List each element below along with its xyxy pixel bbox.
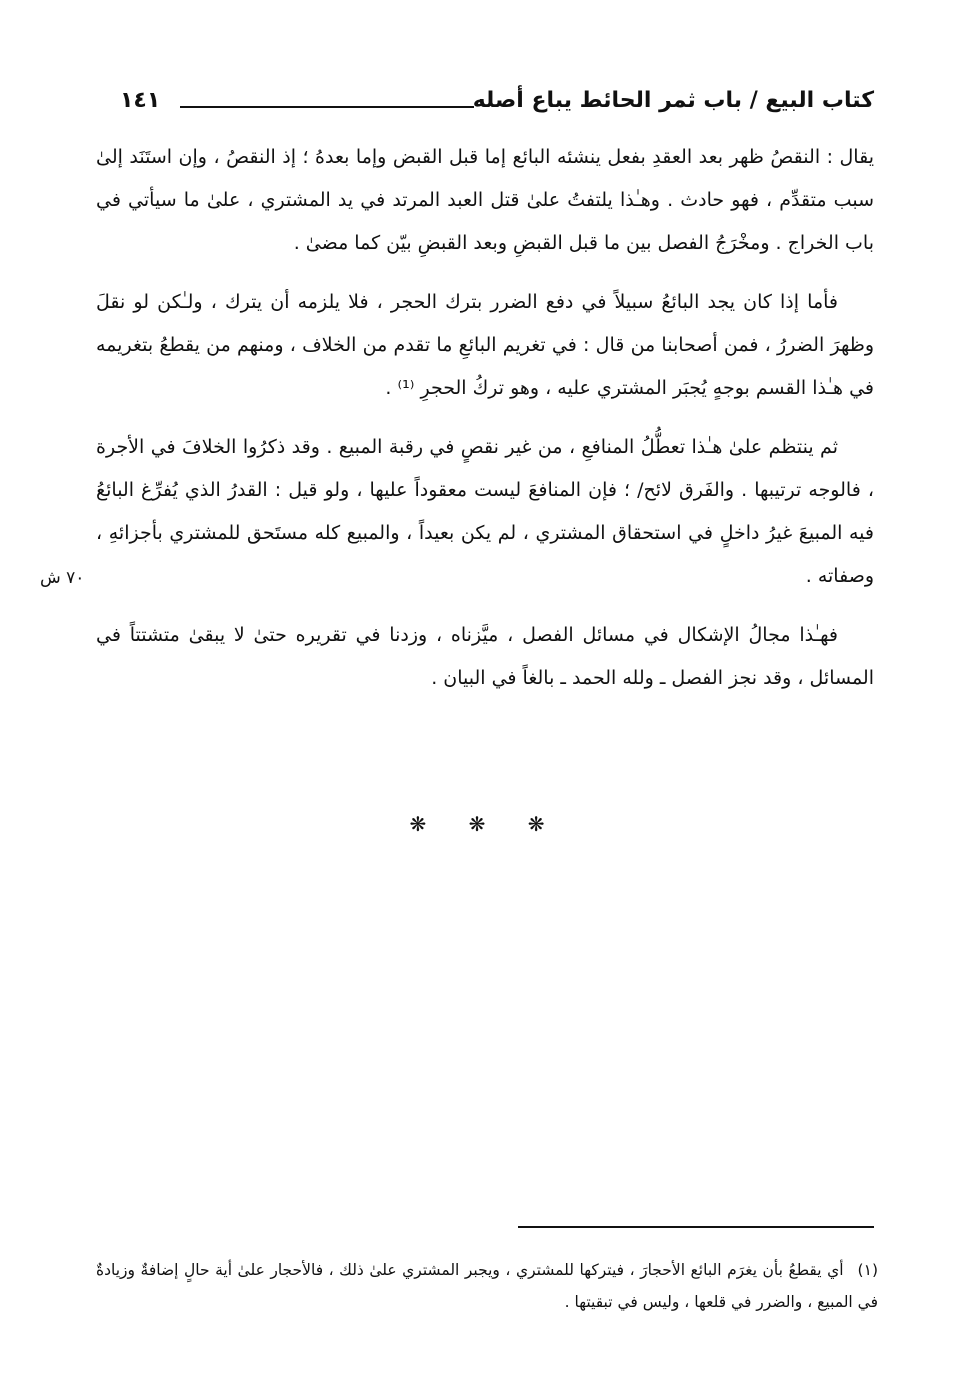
page-header [112,84,874,124]
footnote-number: (١) [857,1261,878,1279]
paragraph: فأما إذا كان يجد البائعُ سبيلاً في دفع الضرر بترك الحجر ، فلا يلزمه أن يترك ، ولـٰكن لو نقلَ وظهرَ الضررُ ، فمن أصحابنا من قال : في تغريم البائعِ ما تقدم من الخلاف ، ومنهم من يقطعُ بتغريمه في هـٰذا القسم بوجهٍ يُجبَر المشتري عليه ، وهو تركُ الحجرِ ⁽¹⁾ . [96,291,874,399]
page-number: ١٤١ [120,88,161,113]
running-title: كتاب البيع / باب ثمر الحائط يباع أصله [472,88,874,113]
paragraph: يقال : النقصُ ظهر بعد العقدِ بفعل ينشئه البائع إما قبل القبض وإما بعدهُ ؛ إذ النقصُ ، وإن استَنَد إلىٰ سبب متقدِّم ، فهو حادث . وهـٰذا يلتفتُ علىٰ قتل العبد المرتد في يد المشتري ، علىٰ ما سيأتي في باب الخراج . ومخْرَجُ الفصل بين ما قبل القبضِ وبعد القبضِ بيّن كما مضىٰ . [96,146,874,254]
paragraph: فهـٰذا مجالُ الإشكال في مسائل الفصل ، ميَّزناه ، وزدنا في تقريره حتىٰ لا يبقىٰ متشتتاً في المسائل ، وقد نجز الفصل ـ ولله الحمد ـ بالغاً في البيان . [96,624,874,689]
asterism-icon: ❋ [468,812,486,836]
asterism-icon: ❋ [409,812,427,836]
footnote-rule [518,1226,874,1228]
manuscript-folio-note: ٧٠ ش [40,568,85,588]
paragraph: ثم ينتظم علىٰ هـٰذا تعطُّلُ المنافعِ ، من غير نقصٍ في رقبة المبيع . وقد ذكرُوا الخلافَ في الأجرة ، فالوجه ترتيبها . والفَرق لائح/ ؛ فإن المنافعَ ليست معقوداً عليها ، ولو قيل : القدرُ الذي يُفرِّغ البائعُ فيه المبيعَ غيرُ داخلٍ في استحقاق المشتري ، لم يكن بعيداً ، والمبيع كله مستَحق للمشتري بأجزائهِ ، وصفاته . [96,436,874,587]
main-text [96,136,874,716]
header-rule [180,106,474,108]
asterism-icon: ❋ [527,812,545,836]
footnotes [96,1254,878,1318]
section-ornament [0,812,954,836]
footnote-text: أي يقطعُ بأن يغرَم البائع الأحجارَ ، فيتركها للمشتري ، ويجبر المشتري علىٰ ذلك ، فالأحجار علىٰ أية حالٍ إضافةٌ وزيادةٌ في المبيع ، والضرر في قلعها ، وليس في تبقيتها . [96,1261,878,1311]
footnote [96,1254,878,1318]
